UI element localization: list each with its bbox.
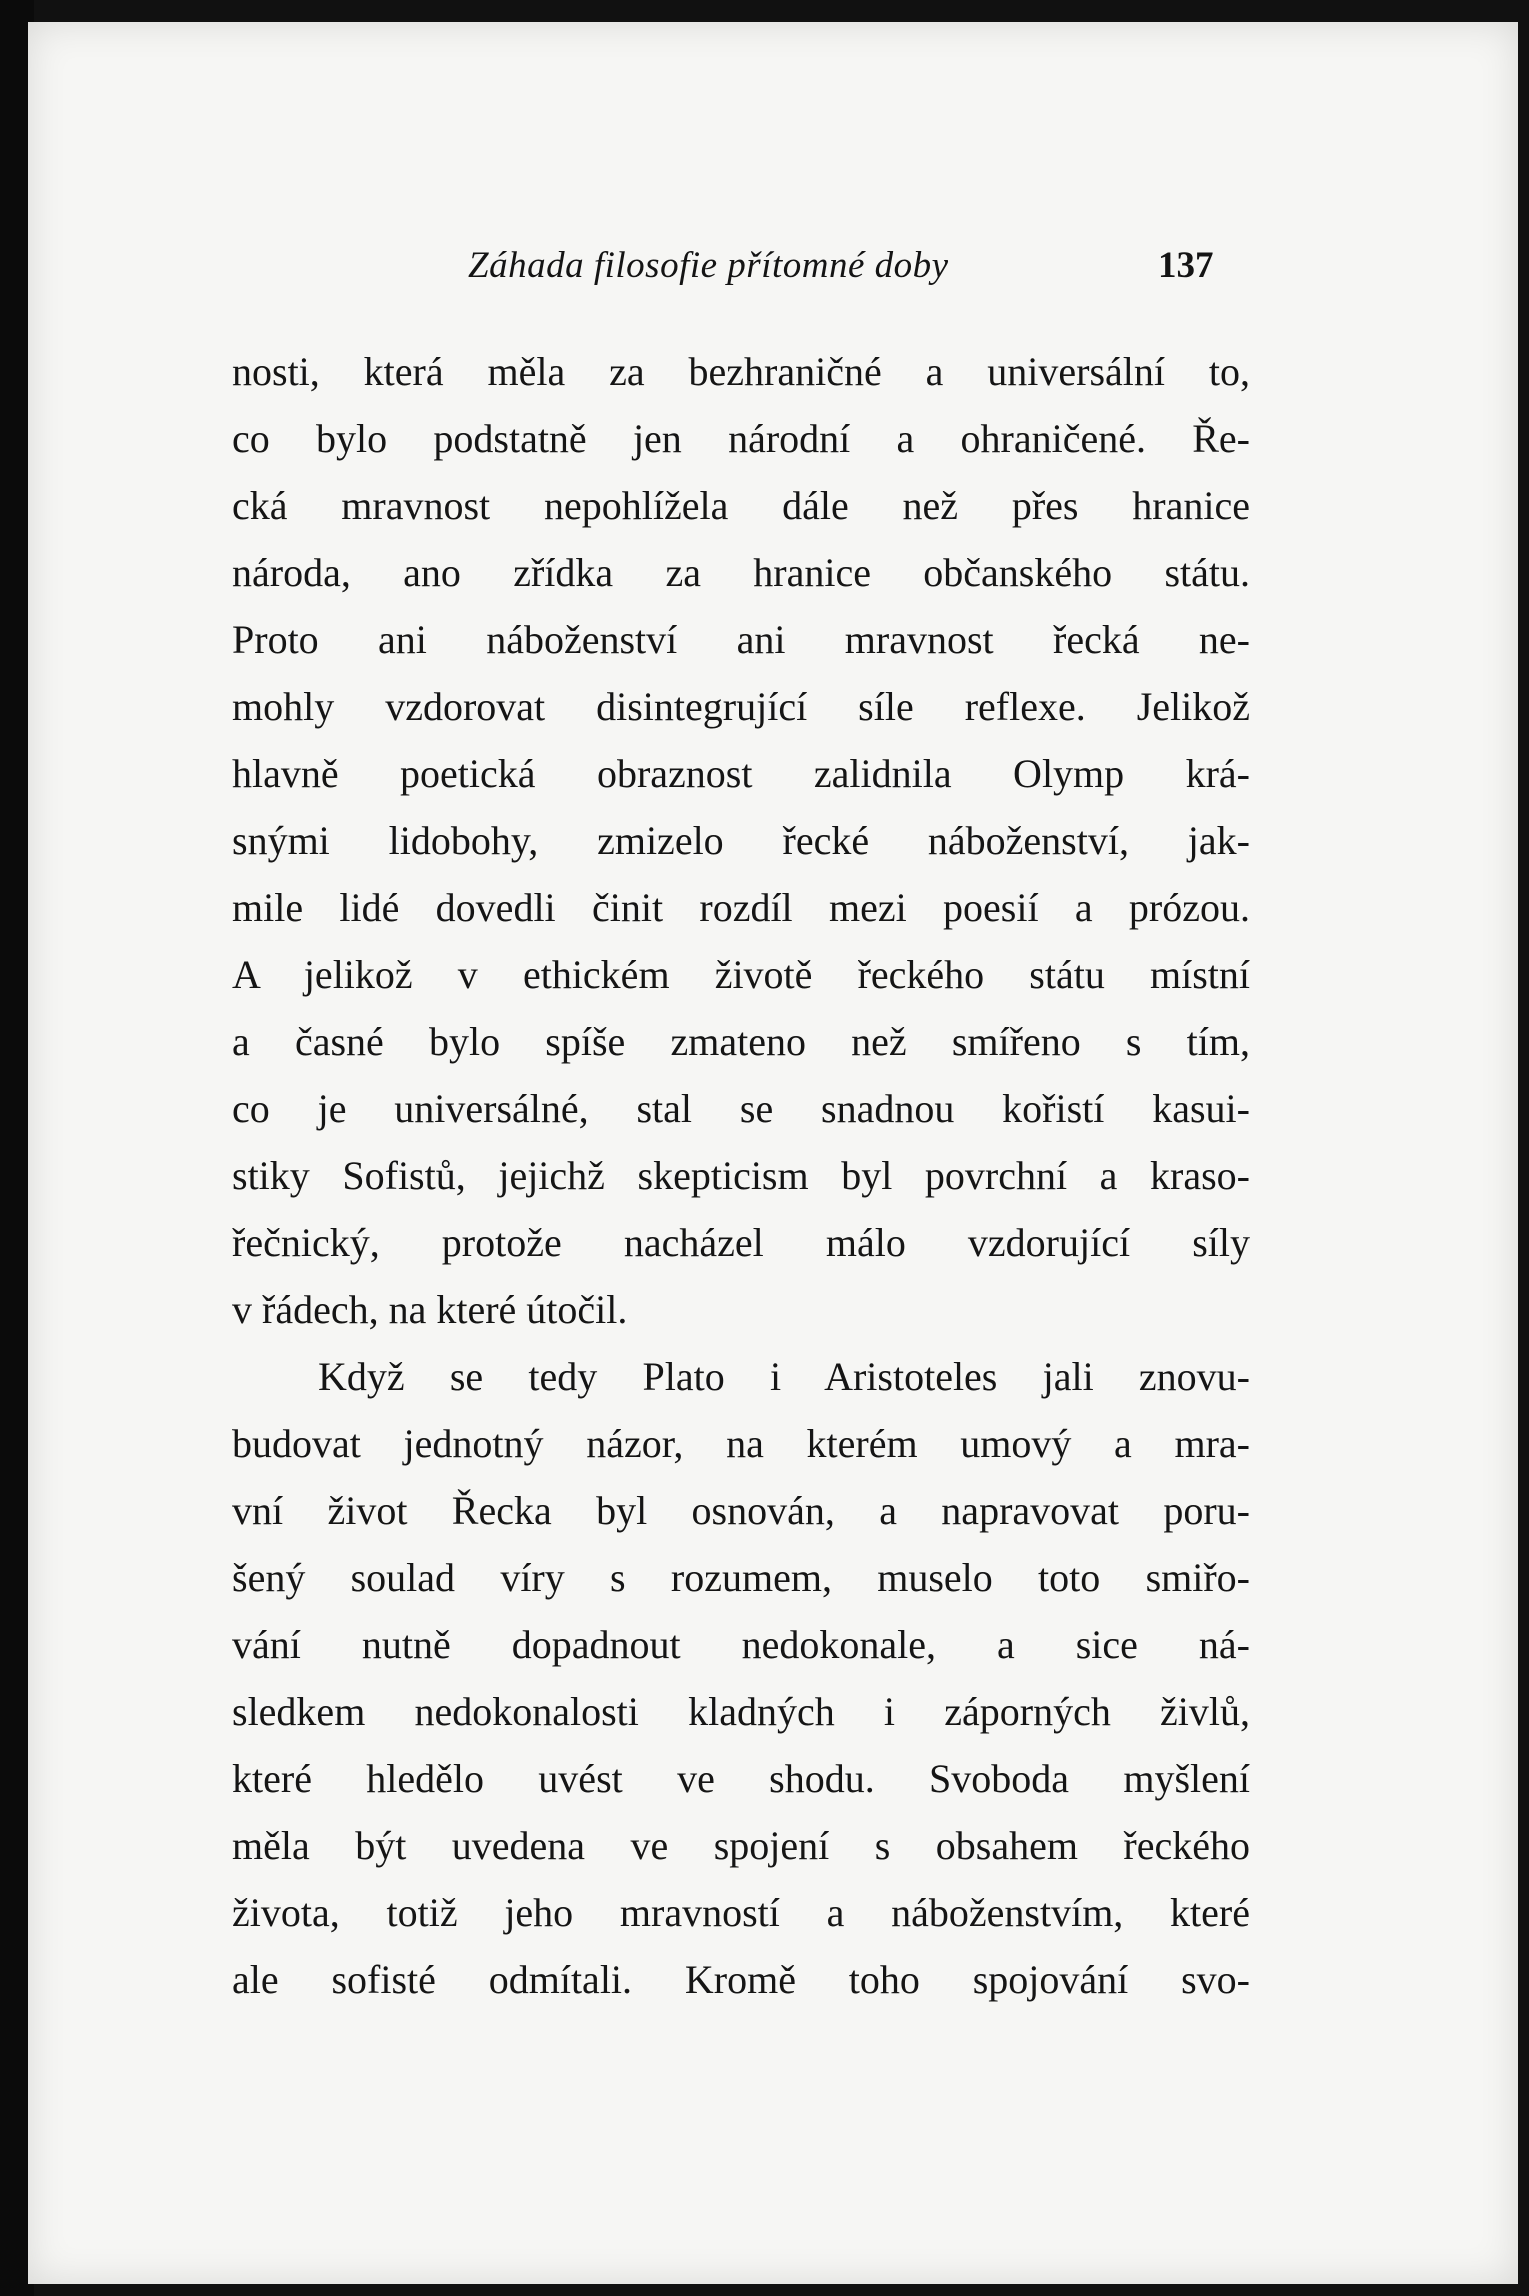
text-line: co je universálné, stal se snadnou kořistí kasui-: [232, 1086, 1250, 1131]
text-line: měla být uvedena ve spojení s obsahem řeckého: [232, 1823, 1250, 1868]
text-line: stiky Sofistů, jejichž skepticism byl povrchní a kraso-: [232, 1153, 1250, 1198]
paragraph: [232, 1343, 1250, 2013]
book-page: [28, 22, 1518, 2284]
text-line: hlavně poetická obraznost zalidnila Olymp krá-: [232, 751, 1250, 796]
text-line: sledkem nedokonalosti kladných i záporných živlů,: [232, 1689, 1250, 1734]
text-line: nosti, která měla za bezhraničné a universální to,: [232, 349, 1250, 394]
page-header: [28, 244, 1518, 294]
text-line: cká mravnost nepohlížela dále než přes hranice: [232, 483, 1250, 528]
text-line: mohly vzdorovat disintegrující síle reflexe. Jelikož: [232, 684, 1250, 729]
text-line: co bylo podstatně jen národní a ohraničené. Ře-: [232, 416, 1250, 461]
text-line: Proto ani náboženství ani mravnost řecká ne-: [232, 617, 1250, 662]
page-number: 137: [1158, 245, 1214, 286]
text-line: národa, ano zřídka za hranice občanského státu.: [232, 550, 1250, 595]
text-line: Když se tedy Plato i Aristoteles jali znovu-: [318, 1354, 1250, 1399]
text-line: a časné bylo spíše zmateno než smířeno s tím,: [232, 1019, 1250, 1064]
text-line: které hledělo uvést ve shodu. Svoboda myšlení: [232, 1756, 1250, 1801]
text-line: života, totiž jeho mravností a náboženstvím, které: [232, 1890, 1250, 1935]
text-line: A jelikož v ethickém životě řeckého státu místní: [232, 952, 1250, 997]
text-line: mile lidé dovedli činit rozdíl mezi poesií a prózou.: [232, 885, 1250, 930]
paragraph: [232, 338, 1250, 1343]
text-line: šený soulad víry s rozumem, muselo toto smiřo-: [232, 1555, 1250, 1600]
text-line: vání nutně dopadnout nedokonale, a sice ná-: [232, 1622, 1250, 1667]
text-line: v řádech, na které útočil.: [232, 1287, 628, 1332]
text-line: budovat jednotný názor, na kterém umový a mra-: [232, 1421, 1250, 1466]
text-line: řečnický, protože nacházel málo vzdorující síly: [232, 1220, 1250, 1265]
text-line: snými lidobohy, zmizelo řecké náboženství, jak-: [232, 818, 1250, 863]
text-line: vní život Řecka byl osnován, a napravovat poru-: [232, 1488, 1250, 1533]
running-title: Záhada filosofie přítomné doby: [468, 245, 949, 286]
text-line: ale sofisté odmítali. Kromě toho spojování svo-: [232, 1957, 1250, 2002]
body-text: [232, 338, 1250, 2013]
